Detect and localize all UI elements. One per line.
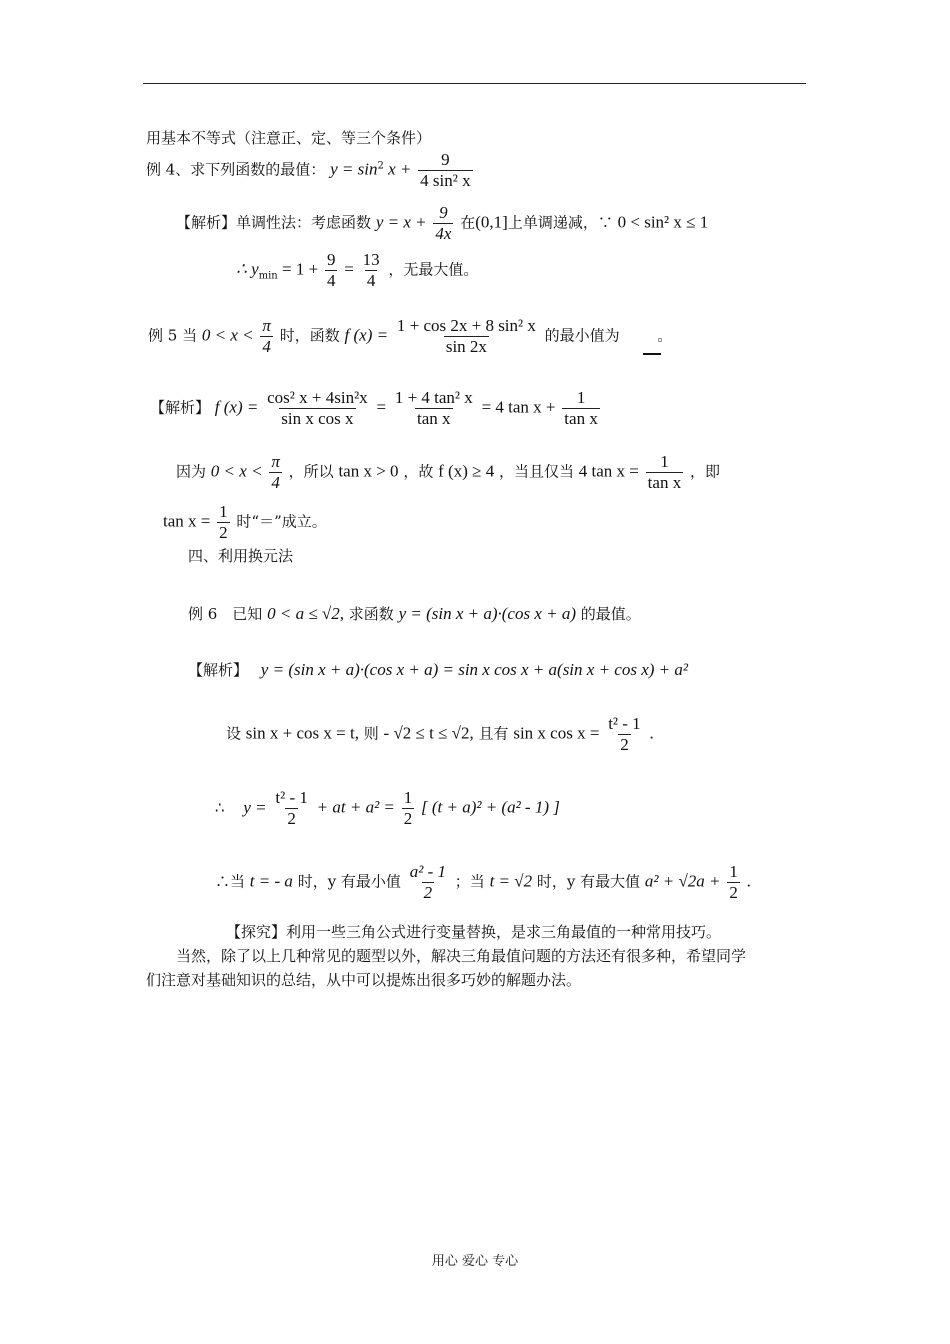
fraction-denominator: tan x — [564, 409, 598, 428]
reason-text: ，当且仅当 — [498, 462, 574, 481]
example-6-statement — [188, 604, 641, 624]
example-5-text: 时，函数 — [279, 326, 340, 345]
example-4-min — [236, 250, 478, 291]
solution-text: 单调性法：考虑函数 — [236, 213, 372, 232]
fraction-denominator: 4 sin² x — [420, 171, 471, 190]
solution-interval: (0,1] — [475, 212, 508, 232]
fraction-denominator: 2 — [403, 809, 413, 828]
sub-eq: sin x + cos x = t, — [245, 723, 359, 743]
fraction-numerator: π — [271, 452, 280, 471]
example-4-eq: y = sin — [330, 159, 378, 179]
equality-text: 时“＝”成立。 — [236, 512, 327, 531]
example-4-statement — [146, 150, 475, 191]
fraction-denominator: 2 — [729, 883, 738, 902]
fraction-numerator: t² - 1 — [608, 714, 641, 733]
example-5-label: 例 5 当 — [148, 326, 198, 345]
explore-note: 【探究】利用一些三角公式进行变量替换，是求三角最值的一种常用技巧。 — [226, 923, 722, 941]
example-5-cond-fraction — [260, 316, 273, 357]
min-fraction-2 — [361, 250, 382, 291]
result-dot: . — [746, 871, 751, 891]
header-rule — [143, 83, 806, 84]
example-4-exp: 2 — [377, 160, 384, 172]
example-5-equality — [163, 502, 327, 543]
solution-eq: y = (sin x + a)·(cos x + a) = sin x cos x + a(sin x + cos x) + a² — [260, 660, 688, 679]
fraction-numerator: 1 + 4 tan² x — [394, 388, 473, 407]
example-5-f-fraction — [395, 316, 538, 357]
fraction-numerator: π — [262, 316, 271, 335]
sub-text: 设 — [226, 724, 242, 743]
therefore-fraction-1 — [273, 788, 309, 829]
example-5-statement — [148, 316, 672, 357]
example-5-cond: 0 < x < — [201, 325, 254, 345]
fraction-numerator: 1 — [403, 788, 413, 807]
solution-fraction-2 — [393, 388, 475, 429]
page-footer: 用心 爱心 专心 — [431, 1254, 519, 1269]
fraction-numerator: a² - 1 — [409, 862, 446, 881]
example-6-text: 求函数 — [348, 605, 394, 623]
example-5-solution — [150, 388, 602, 429]
reason-text: ，所以 — [288, 462, 334, 481]
result-fraction-1 — [408, 862, 448, 903]
fraction-numerator: cos² x + 4sin²x — [267, 388, 368, 407]
fraction-numerator: t² - 1 — [275, 788, 308, 807]
reason-cond: 0 < x < — [210, 461, 263, 481]
example-6-func: y = (sin x + a)·(cos x + a) — [398, 604, 577, 623]
reason-text: ，故 — [403, 462, 434, 481]
sub-range: - √2 ≤ t ≤ √2, — [383, 723, 474, 743]
example-4-solution — [176, 203, 708, 244]
therefore-symbol: ∴ — [215, 798, 225, 817]
fraction-numerator: 1 — [729, 862, 738, 881]
fraction-denominator: sin x cos x — [281, 409, 354, 428]
fraction-numerator: 1 — [660, 452, 669, 471]
fraction-denominator: 2 — [287, 809, 296, 828]
therefore-bracket: [ (t + a)² + (a² - 1) ] — [420, 797, 560, 817]
result-fraction-2 — [727, 862, 740, 903]
min-post: ，无最大值。 — [388, 260, 479, 279]
fraction-denominator: 4 — [326, 271, 336, 290]
result-t2: t = √2 — [489, 871, 533, 891]
solution-eq: = 4 tan x + — [481, 397, 556, 417]
example-6-cond: 0 < a ≤ √2, — [267, 604, 344, 623]
example-6-substitution — [226, 714, 654, 755]
min-eq2: = — [344, 259, 354, 279]
example-6-label: 例 6 已知 — [188, 605, 263, 623]
fraction-numerator: 9 — [439, 203, 448, 222]
example-4-fraction — [418, 150, 472, 191]
section-4-heading: 四、利用换元法 — [188, 547, 294, 565]
closing-line-1: 当然，除了以上几种常见的题型以外，解决三角最值问题的方法还有很多种，希望同学 — [176, 947, 747, 965]
result-max: a² + √2a + — [644, 871, 721, 891]
result-text: 时，y 有最小值 — [297, 872, 401, 891]
answer-blank-line — [643, 353, 661, 355]
reason-f: f (x) ≥ 4 — [438, 461, 495, 481]
therefore-fraction-2 — [402, 788, 415, 829]
reason-fraction — [269, 452, 282, 493]
example-4-label: 例 4、求下列函数的最值： — [146, 160, 326, 179]
sub-text: 且有 — [478, 724, 509, 743]
result-text: ∴当 — [215, 872, 246, 891]
fraction-denominator: 4 — [262, 337, 271, 356]
solution-condition: 0 < sin² x ≤ 1 — [617, 212, 709, 232]
example-5-text: 的最小值为 — [544, 326, 620, 345]
min-subscript: min — [258, 270, 278, 282]
solution-fraction — [433, 203, 453, 244]
solution-label: 【解析】 — [150, 398, 211, 417]
solution-eq: = — [376, 397, 387, 417]
result-t1: t = - a — [249, 871, 293, 891]
solution-text: 上单调递减，∵ — [507, 213, 613, 232]
fraction-numerator: 9 — [326, 250, 336, 269]
reason-eq: 4 tan x = — [578, 461, 639, 481]
result-text: 时，y 有最大值 — [536, 872, 641, 891]
solution-fraction-3 — [562, 388, 600, 429]
fraction-numerator: 1 + cos 2x + 8 sin² x — [396, 316, 536, 335]
fraction-denominator: tan x — [647, 473, 682, 492]
fraction-denominator: 4 — [366, 271, 376, 290]
fraction-denominator: 4 — [271, 473, 280, 492]
example-4-eq-x: x + — [383, 159, 412, 179]
fraction-denominator: 2 — [423, 883, 433, 902]
example-6-text: 的最值。 — [580, 605, 641, 623]
fraction-denominator: 2 — [219, 523, 228, 542]
equality-eq: tan x = — [163, 511, 211, 531]
solution-label: 【解析】 — [176, 213, 237, 232]
sub-prod: sin x cos x = — [513, 723, 600, 743]
fraction-numerator: 13 — [362, 250, 380, 269]
reason-text: ，即 — [689, 462, 720, 481]
example-6-therefore — [215, 788, 560, 829]
fraction-denominator: tan x — [417, 409, 451, 428]
reason-text: 因为 — [176, 462, 207, 481]
therefore-mid: + at + a² = — [316, 797, 395, 817]
solution-f: f (x) = — [214, 397, 259, 417]
fraction-numerator: 9 — [441, 150, 450, 169]
reason-tan: tan x > 0 — [338, 461, 399, 481]
sub-dot: . — [649, 723, 654, 743]
fraction-numerator: 1 — [576, 388, 586, 407]
sub-text: 则 — [363, 724, 379, 743]
solution-text: 在 — [460, 213, 476, 232]
fraction-denominator: sin 2x — [445, 337, 487, 356]
therefore-y: y = — [243, 797, 267, 817]
reason-fraction-2 — [646, 452, 684, 493]
fraction-denominator: 4x — [435, 224, 452, 243]
intro-text: 用基本不等式（注意正、定、等三个条件） — [146, 129, 432, 147]
fraction-denominator: 2 — [620, 735, 629, 754]
example-5-text: 。 — [657, 326, 673, 345]
min-fraction-1 — [325, 250, 338, 291]
example-5-f: f (x) = — [344, 325, 389, 345]
min-eq: = 1 + — [277, 259, 319, 279]
example-5-reason — [176, 452, 720, 493]
example-6-solution — [188, 660, 688, 680]
solution-fraction-1 — [265, 388, 370, 429]
solution-eq: y = x + — [375, 212, 427, 232]
fraction-numerator: 1 — [219, 502, 228, 521]
example-6-result — [215, 862, 751, 903]
equality-fraction — [217, 502, 230, 543]
closing-line-2: 们注意对基础知识的总结，从中可以提炼出很多巧妙的解题办法。 — [146, 971, 582, 989]
result-text: ；当 — [454, 872, 485, 891]
min-prefix: ∴ y — [236, 259, 259, 279]
solution-label: 【解析】 — [188, 661, 249, 679]
sub-fraction — [606, 714, 642, 755]
